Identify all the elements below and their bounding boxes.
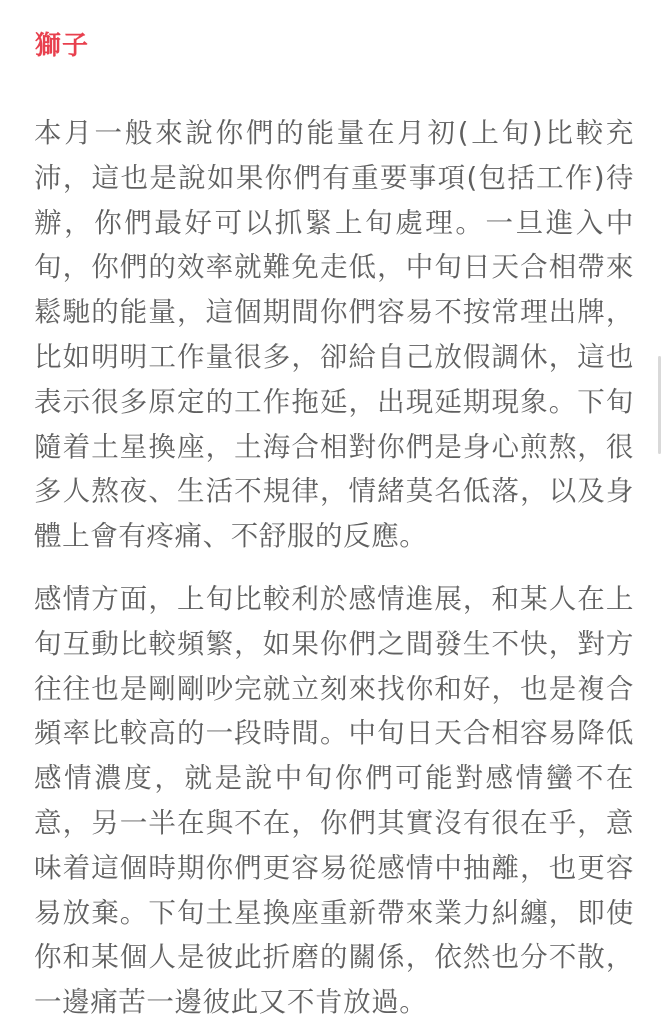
scrollbar-thumb[interactable] xyxy=(658,356,661,454)
paragraph-love: 感情方面，上旬比較利於感情進展，和某人在上旬互動比較頻繁，如果你們之間發生不快，對方往往也是剛剛吵完就立刻來找你和好，也是複合頻率比較高的一段時間。中旬日天合相容易降低感情濃度，就是說中旬你們可能對感情蠻不在意，另一半在與不在，你們其實沒有很在乎，意味着這個時期你們更容易從感情中抽離，也更容易放棄。下旬土星換座重新帶來業力糾纏，即使你和某個人是彼此折磨的關係，依然也分不散，一邊痛苦一邊彼此又不肯放過。 xyxy=(34,583,634,1019)
zodiac-heading: 獅子 xyxy=(35,31,90,61)
paragraph-general: 本月一般來說你們的能量在月初(上旬)比較充沛，這也是說如果你們有重要事項(包括工作)待辦，你們最好可以抓緊上旬處理。一旦進入中旬，你們的效率就難免走低，中旬日天合相帶來鬆馳的能量，這個期間你們容易不按常理出牌，比如明明工作量很多，卻給自己放假調休，這也表示很多原定的工作拖延，出現延期現象。下旬隨着土星換座，土海合相對你們是身心煎熬，很多人熬夜、生活不規律，情緒莫名低落，以及身體上會有疼痛、不舒服的反應。 xyxy=(34,117,634,553)
